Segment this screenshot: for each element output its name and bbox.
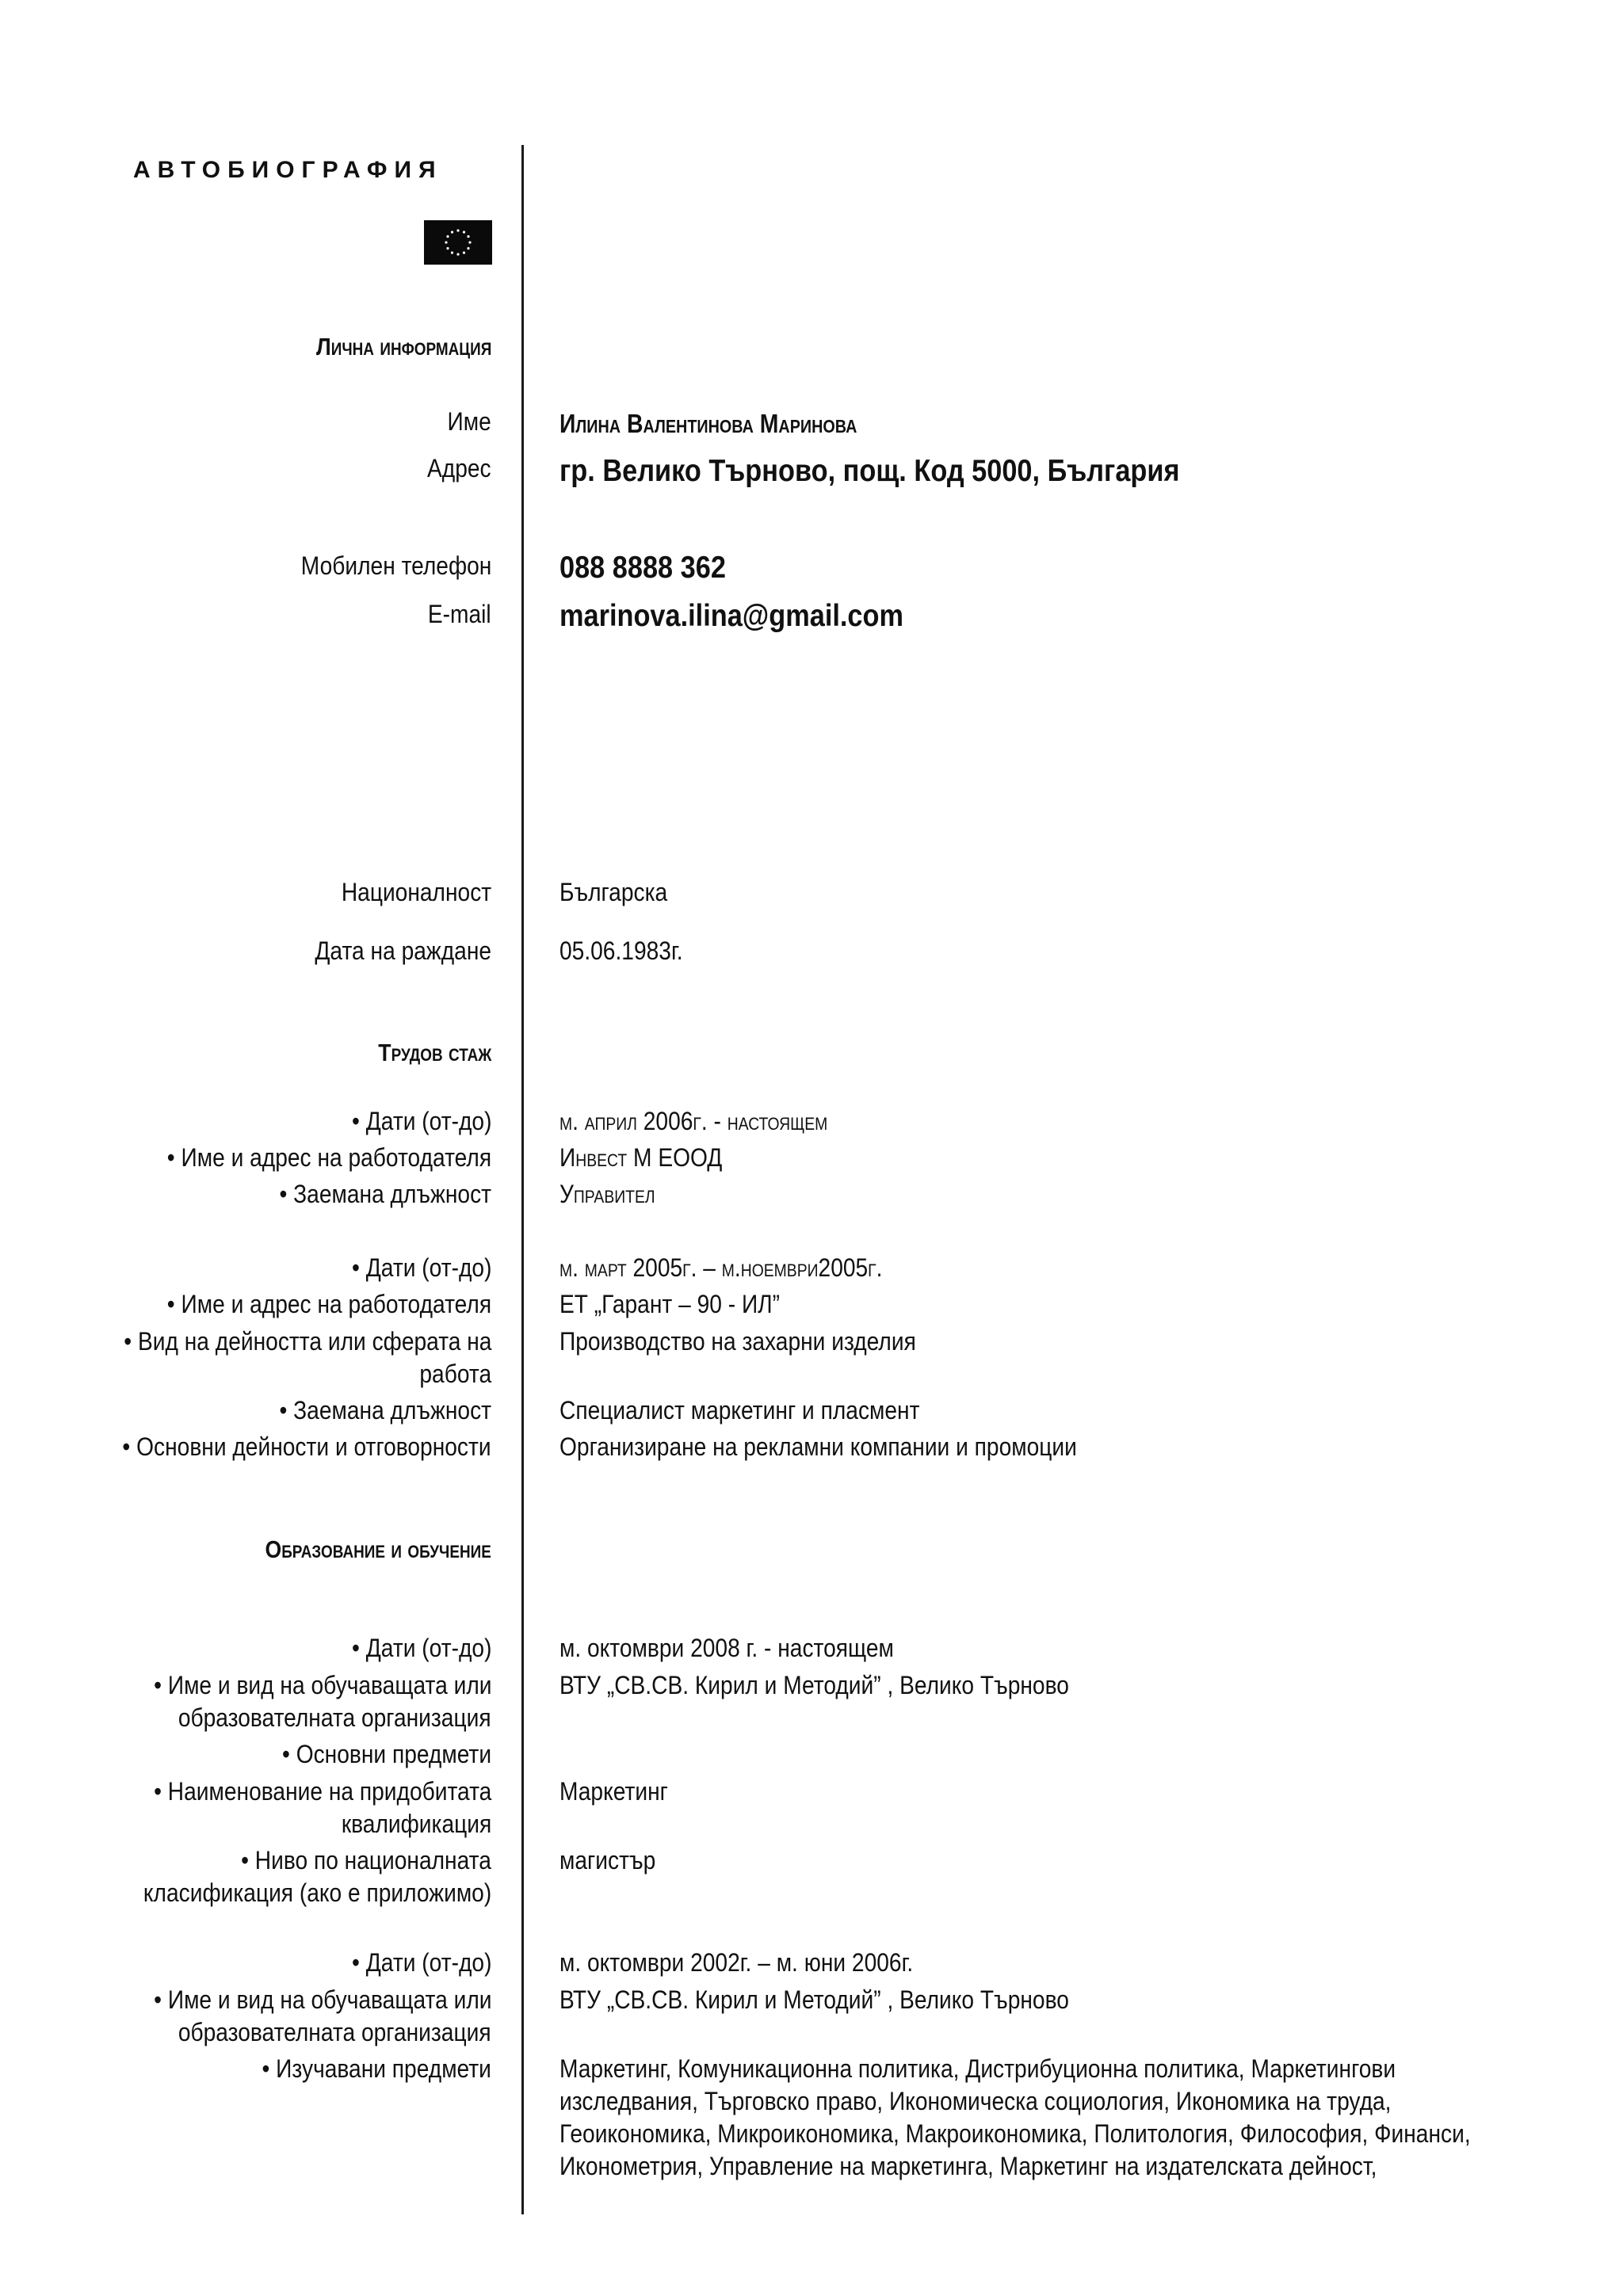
edu-1-qualification-label: • Наименование на придобитата <box>153 1777 491 1806</box>
job-2-position-value: Специалист маркетинг и пласмент <box>559 1396 920 1425</box>
email-value: marinova.ilina@gmail.com <box>559 599 904 633</box>
edu-1-qualification-value: Маркетинг <box>559 1777 668 1806</box>
nationality-label: Националност <box>341 878 491 906</box>
job-2-activity-label-cont: работа <box>419 1360 491 1388</box>
edu-2-subjects-line-3: Геоикономика, Микроикономика, Макроикономика, Политология, Философия, Финанси, <box>559 2119 1471 2148</box>
job-1-position-label: • Заемана длъжност <box>279 1180 491 1208</box>
edu-1-qualification-label-cont: квалификация <box>341 1810 491 1838</box>
section-heading-personal: Лична информация <box>315 333 491 360</box>
edu-1-level-label: • Ниво по националната <box>241 1846 491 1875</box>
edu-1-level-label-cont: класификация (ако е приложимо) <box>143 1878 491 1907</box>
job-2-dates-label: • Дати (от-до) <box>351 1253 491 1282</box>
section-heading-education: Образование и обучение <box>265 1535 491 1563</box>
edu-2-org-label: • Име и вид на обучаващата или <box>153 1985 491 2014</box>
edu-2-org-label-cont: образователната организация <box>178 2018 491 2046</box>
job-2-employer-value: ЕТ „Гарант – 90 - ИЛ” <box>559 1290 781 1318</box>
address-value: гр. Велико Търново, пощ. Код 5000, България <box>559 454 1180 488</box>
edu-2-org-value: ВТУ „СВ.СВ. Кирил и Методий” , Велико Търново <box>559 1985 1069 2014</box>
job-1-position-value: Управител <box>559 1180 655 1208</box>
mobile-value: 088 8888 362 <box>559 551 726 585</box>
job-2-duties-label: • Основни дейности и отговорности <box>122 1432 491 1461</box>
section-heading-work: Трудов стаж <box>377 1039 491 1066</box>
eu-flag-icon <box>424 220 492 265</box>
edu-2-dates-label: • Дати (от-до) <box>351 1948 491 1977</box>
column-divider <box>521 145 524 2214</box>
edu-2-subjects-line-1: Маркетинг, Комуникационна политика, Дистрибуционна политика, Маркетингови <box>559 2054 1396 2083</box>
nationality-value: Българска <box>559 878 668 906</box>
edu-1-subjects-label: • Основни предмети <box>281 1740 491 1768</box>
edu-2-subjects-line-4: Иконометрия, Управление на маркетинга, Маркетинг на издателската дейност, <box>559 2152 1377 2180</box>
job-2-duties-value: Организиране на рекламни компании и промоции <box>559 1432 1077 1461</box>
edu-2-subjects-line-2: изследвания, Търговско право, Икономическа социология, Икономика на труда, <box>559 2087 1392 2115</box>
edu-1-org-label: • Име и вид на обучаващата или <box>153 1671 491 1699</box>
name-value: Илина Валентинова Маринова <box>559 409 857 438</box>
birthdate-value: 05.06.1983г. <box>559 936 683 965</box>
edu-1-dates-label: • Дати (от-до) <box>351 1634 491 1662</box>
edu-1-level-value: магистър <box>559 1846 656 1875</box>
edu-2-subjects-label: • Изучавани предмети <box>262 2054 491 2083</box>
email-label: E-mail <box>428 600 491 628</box>
job-2-dates-value: м. март 2005г. – м.ноември2005г. <box>559 1253 883 1282</box>
job-1-employer-label: • Име и адрес на работодателя <box>166 1143 491 1172</box>
edu-1-org-label-cont: образователната организация <box>178 1703 491 1732</box>
document-title: АВТОБИОГРАФИЯ <box>133 157 443 183</box>
edu-2-dates-value: м. октомври 2002г. – м. юни 2006г. <box>559 1948 914 1977</box>
job-1-dates-value: м. април 2006г. - настоящем <box>559 1107 828 1135</box>
edu-1-org-value: ВТУ „СВ.СВ. Кирил и Методий” , Велико Търново <box>559 1671 1069 1699</box>
name-label: Име <box>447 407 491 436</box>
job-2-position-label: • Заемана длъжност <box>279 1396 491 1425</box>
job-1-dates-label: • Дати (от-до) <box>351 1107 491 1135</box>
job-1-employer-value: Инвест М ЕООД <box>559 1143 723 1172</box>
job-2-employer-label: • Име и адрес на работодателя <box>166 1290 491 1318</box>
birthdate-label: Дата на раждане <box>315 936 491 965</box>
mobile-label: Мобилен телефон <box>300 551 491 580</box>
edu-1-dates-value: м. октомври 2008 г. - настоящем <box>559 1634 894 1662</box>
address-label: Адрес <box>427 454 491 482</box>
job-2-activity-label: • Вид на дейността или сферата на <box>123 1327 491 1356</box>
job-2-activity-value: Производство на захарни изделия <box>559 1327 916 1356</box>
